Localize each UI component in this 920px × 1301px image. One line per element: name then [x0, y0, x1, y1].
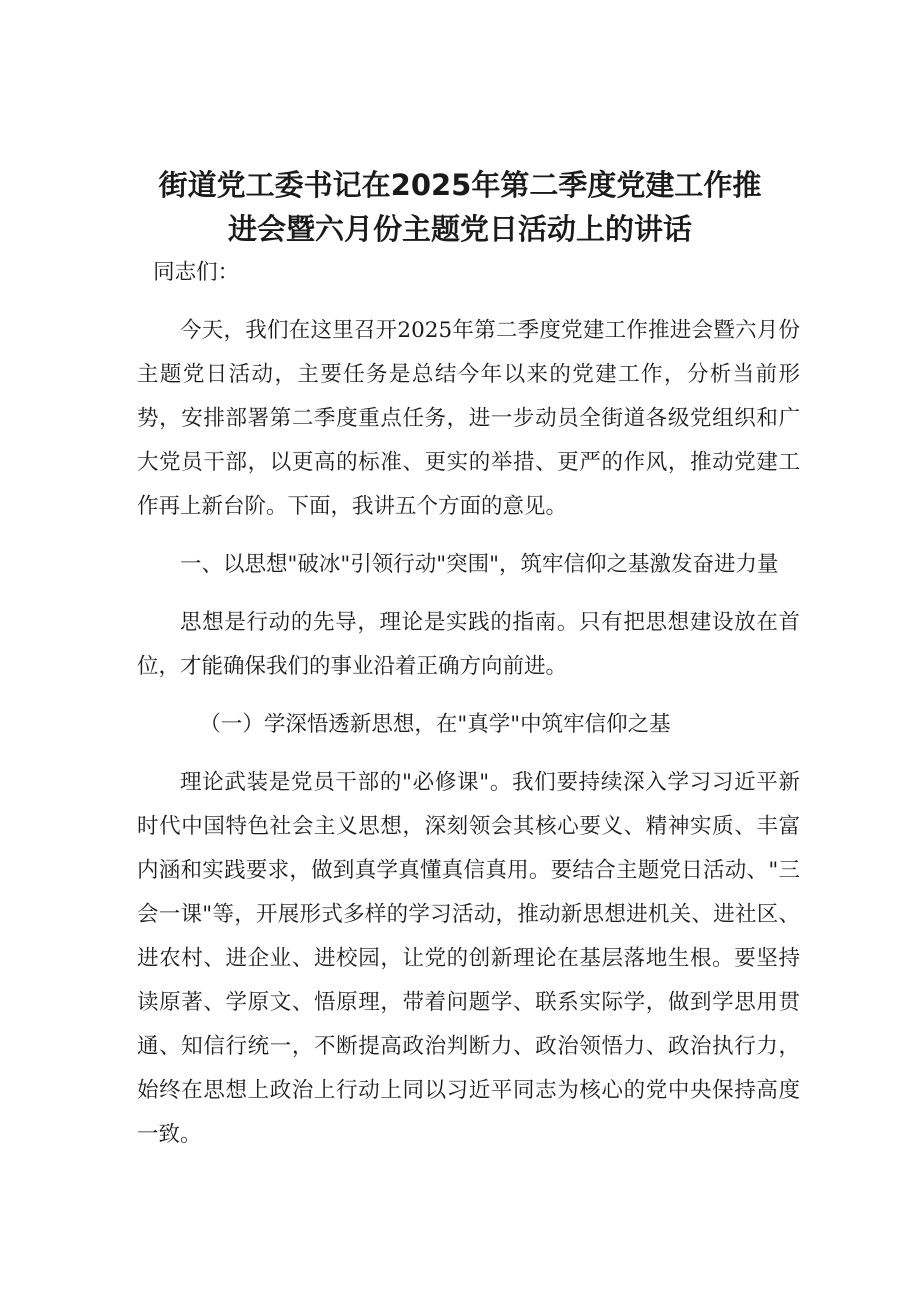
document-title [130, 163, 790, 251]
section-1-heading: 一、以思想"破冰"引领行动"突围"，筑牢信仰之基激发奋进力量 [180, 552, 779, 577]
title-line-2: 进会暨六月份主题党日活动上的讲话 [227, 212, 692, 246]
document-body [137, 251, 800, 1157]
subsection-1-paragraph: 理论武装是党员干部的"必修课"。我们要持续深入学习习近平新时代中国特色社会主义思想，深刻领会其核心要义、精神实质、丰富内涵和实践要求，做到真学真懂真信真用。要结合主题党日活动、"三会一课"等，开展形式多样的学习活动，推动新思想进机关、进社区、进农村、进企业、进校园，让党的创新理论在基层落地生根。要坚持读原著、学原文、悟原理，带着问题学、联系实际学，做到学思用贯通、知信行统一，不断提高政治判断力、政治领悟力、政治执行力，始终在思想上政治上行动上同以习近平同志为核心的党中央保持高度一致。 [137, 770, 800, 1147]
section-1-paragraph: 思想是行动的先导，理论是实践的指南。只有把思想建设放在首位，才能确保我们的事业沿着正确方向前进。 [137, 610, 800, 679]
title-line-1: 街道党工委书记在2025年第二季度党建工作推 [158, 168, 762, 202]
intro-paragraph: 今天，我们在这里召开2025年第二季度党建工作推进会暨六月份主题党日活动，主要任务是总结今年以来的党建工作，分析当前形势，安排部署第二季度重点任务，进一步动员全街道各级党组织和广大党员干部，以更高的标准、更实的举措、更严的作风，推动党建工作再上新台阶。下面，我讲五个方面的意见。 [137, 318, 800, 519]
salutation: 同志们： [153, 260, 240, 285]
subsection-1-heading: （一）学深悟透新思想，在"真学"中筑牢信仰之基 [199, 712, 671, 737]
